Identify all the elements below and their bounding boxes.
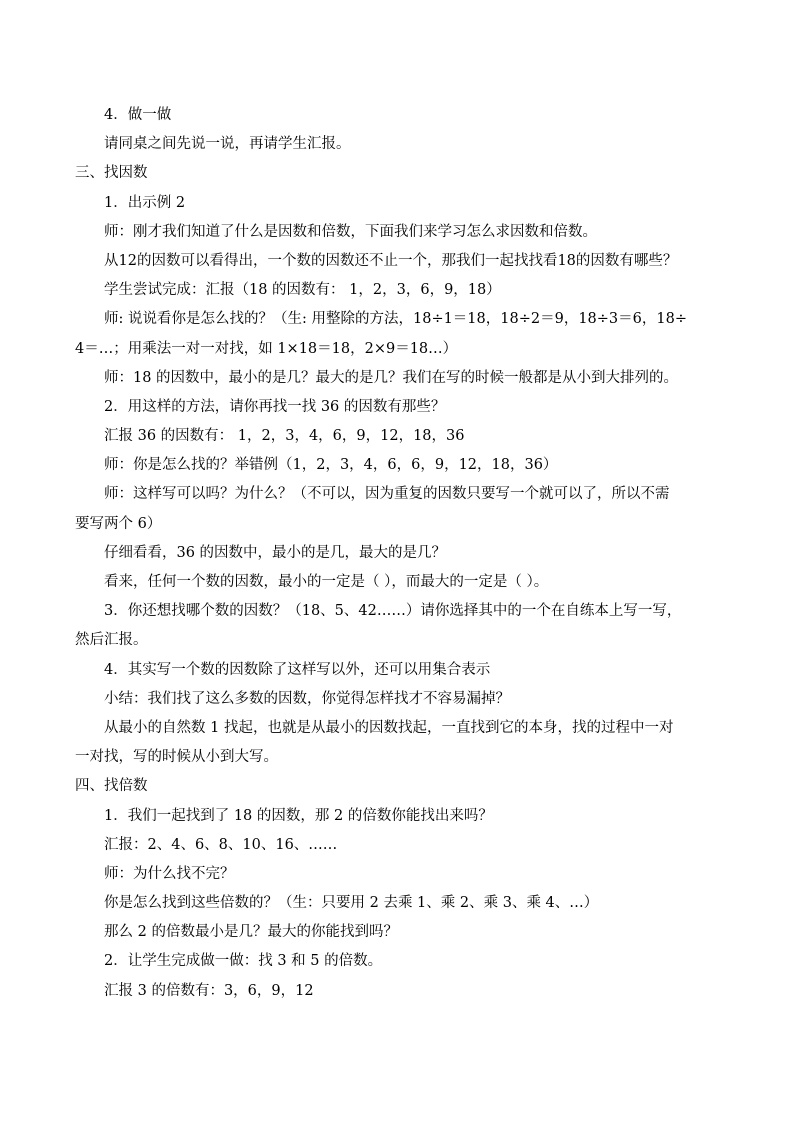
text-line: 从最小的自然数 1 找起，也就是从最小的因数找起，一直找到它的本身，找的过程中一对 <box>104 719 674 736</box>
text-line: 4．做一做 <box>104 107 172 123</box>
text-line: 汇报 3 的倍数有：3，6，9，12 <box>104 982 314 999</box>
text-line: 那么 2 的倍数最小是几？最大的你能找到吗？ <box>104 924 398 941</box>
text-line: 四、找倍数 <box>75 778 148 795</box>
text-line: 2．用这样的方法，请你再找一找 36 的因数有那些？ <box>104 398 446 415</box>
text-line: 4．其实写一个数的因数除了这样写以外，还可以用集合表示 <box>104 661 491 678</box>
text-line: 汇报：2、4、6、8、10、16、…… <box>104 836 338 853</box>
text-line: 师：这样写可以吗？为什么？（不可以，因为重复的因数只要写一个就可以了，所以不需 <box>104 486 670 503</box>
text-line: 1．我们一起找到了 18 的因数，那 2 的倍数你能找出来吗？ <box>104 807 493 824</box>
text-line: 3．你还想找哪个数的因数？（18、5、42……）请你选择其中的一个在自练本上写一写， <box>104 603 682 620</box>
text-line: 你是怎么找到这些倍数的？（生：只要用 2 去乘 1、乘 2、乘 3、乘 4、…） <box>104 895 599 912</box>
text-line: 要写两个 6） <box>75 515 162 532</box>
text-line: 师：为什么找不完？ <box>104 865 235 882</box>
text-line: 从12的因数可以看得出，一个数的因数还不止一个，那我们一起找找看18的因数有哪些？ <box>104 252 678 269</box>
text-line: 师：18 的因数中，最小的是几？最大的是几？我们在写的时候一般都是从小到大排列的。 <box>104 369 679 386</box>
text-line: 师：刚才我们知道了什么是因数和倍数，下面我们来学习怎么求因数和倍数。 <box>104 223 597 240</box>
text-line: 然后汇报。 <box>75 632 148 649</box>
text-line: 请同桌之间先说一说，再请学生汇报。 <box>104 136 351 153</box>
text-line: 1．出示例 2 <box>104 194 186 211</box>
text-line: 小结：我们找了这么多数的因数，你觉得怎样找才不容易漏掉？ <box>104 690 510 707</box>
text-line: 师: 说说看你是怎么找的？（生: 用整除的方法，18÷1＝18，18÷2＝9，18÷3＝6，18÷ <box>104 311 687 328</box>
text-line: 汇报 36 的因数有： 1，2，3，4，6，9，12，18，36 <box>104 428 465 445</box>
text-line: 三、找因数 <box>75 165 148 182</box>
text-line: 看来，任何一个数的因数，最小的一定是（ ），而最大的一定是（ ）。 <box>104 574 549 590</box>
text-line: 仔细看看，36 的因数中，最小的是几，最大的是几？ <box>104 544 447 561</box>
text-line: 4＝…；用乘法一对一对找，如 1×18＝18，2×9＝18…） <box>75 340 458 357</box>
text-line: 师：你是怎么找的？举错例（1，2，3，4，6，6，9，12，18，36） <box>104 457 558 474</box>
document-body <box>75 101 725 1006</box>
text-line: 2．让学生完成做一做：找 3 和 5 的倍数。 <box>104 953 383 970</box>
text-line: 一对找，写的时候从小到大写。 <box>75 749 278 766</box>
text-line: 学生尝试完成：汇报（18 的因数有： 1，2，3，6，9，18） <box>104 282 501 299</box>
